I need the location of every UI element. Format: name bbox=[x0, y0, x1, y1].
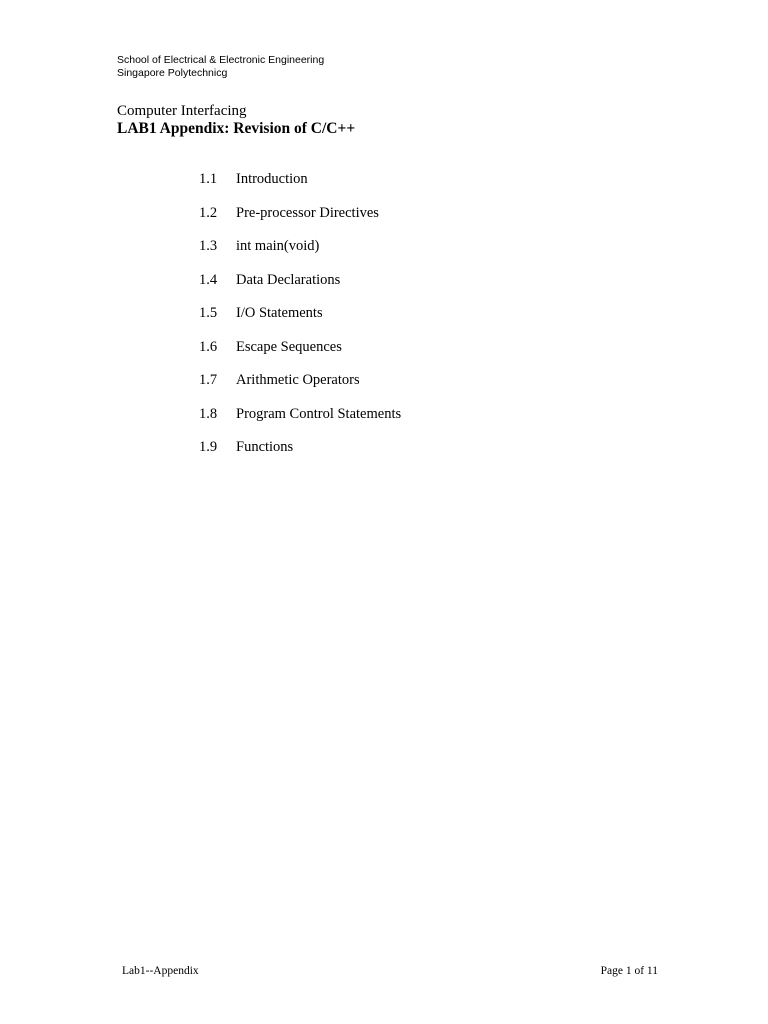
toc-item bbox=[199, 169, 401, 203]
toc-item-label: Pre-processor Directives bbox=[236, 204, 379, 221]
header-institution-name: Singapore Polytechnicg bbox=[117, 67, 228, 79]
toc-item-label: int main(void) bbox=[236, 238, 320, 254]
toc-item-number: 1.5 bbox=[199, 305, 218, 321]
toc-item-number: 1.3 bbox=[199, 238, 218, 254]
toc-item-label: Data Declarations bbox=[236, 271, 341, 288]
toc-item-label: Arithmetic Operators bbox=[236, 372, 360, 388]
toc-item-label: Escape Sequences bbox=[236, 338, 342, 355]
page-header bbox=[117, 54, 324, 80]
toc-item-label: I/O Statements bbox=[236, 305, 323, 321]
footer-document-name: Lab1--Appendix bbox=[122, 965, 199, 977]
toc-item bbox=[199, 337, 401, 371]
toc-item-number: 1.1 bbox=[199, 171, 218, 187]
toc-item bbox=[199, 370, 401, 404]
toc-item-number: 1.9 bbox=[199, 439, 218, 455]
toc-item bbox=[199, 404, 401, 438]
course-title: Computer Interfacing bbox=[117, 103, 247, 119]
toc-item-number: 1.8 bbox=[199, 405, 218, 422]
toc-item-label: Introduction bbox=[236, 171, 308, 187]
toc-item bbox=[199, 303, 401, 337]
toc-item-number: 1.4 bbox=[199, 271, 218, 288]
toc-item-number: 1.2 bbox=[199, 204, 218, 221]
toc-item-label: Program Control Statements bbox=[236, 405, 402, 422]
toc-item-number: 1.6 bbox=[199, 338, 218, 355]
header-school-name: School of Electrical & Electronic Engineering bbox=[117, 54, 325, 66]
toc-item bbox=[199, 236, 401, 270]
table-of-contents bbox=[199, 169, 401, 471]
toc-item bbox=[199, 437, 401, 471]
page-title: LAB1 Appendix: Revision of C/C++ bbox=[117, 120, 356, 137]
toc-item bbox=[199, 270, 401, 304]
toc-item-label: Functions bbox=[236, 439, 294, 455]
toc-item-number: 1.7 bbox=[199, 372, 218, 388]
footer-page-number: Page 1 of 11 bbox=[600, 965, 658, 977]
toc-item bbox=[199, 203, 401, 237]
